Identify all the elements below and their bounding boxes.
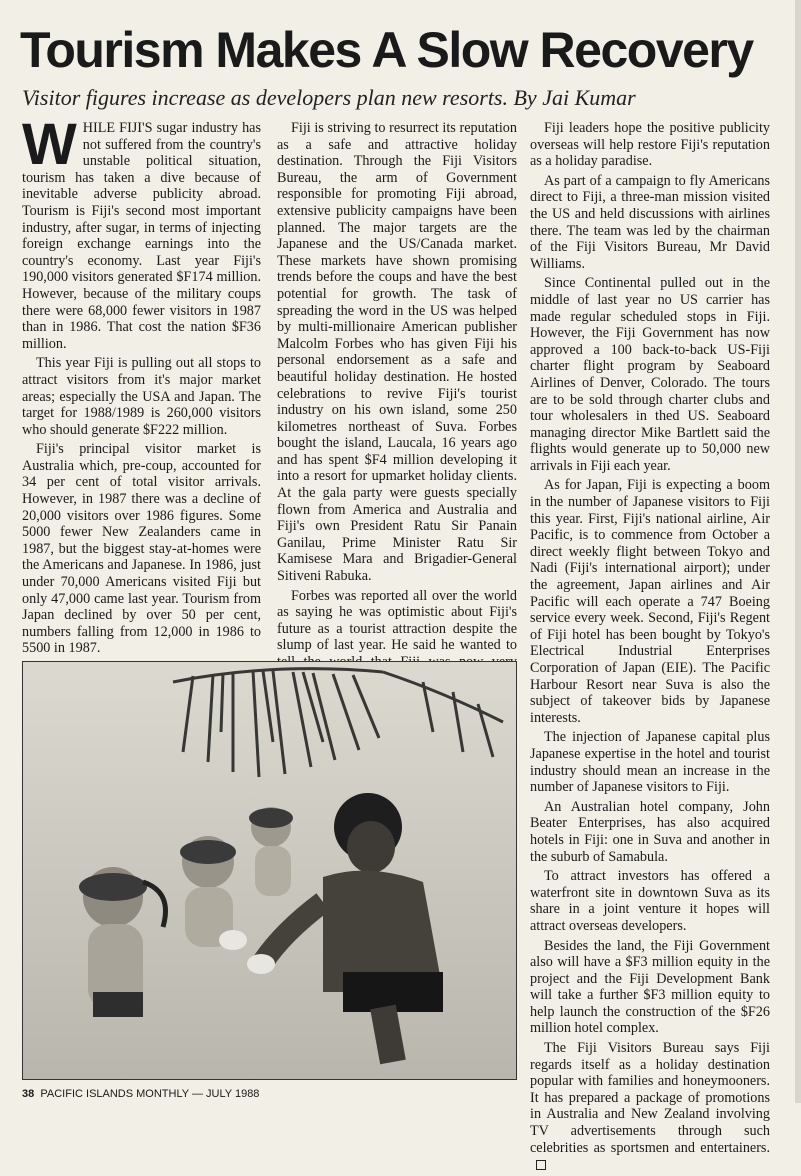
page-number: 38 (22, 1088, 35, 1100)
paragraph-13: An Australian hotel company, John Beater Enterprises, has also acquired hotels in Fiji: one in Suva and another in the suburb of Samabula. (530, 798, 770, 865)
paragraph-15: Besides the land, the Fiji Government also will have a $F3 million equity in the project and the Fiji Development Bank will take a further $F3 million equity to help launch the construction of the $F26 million hotel complex. (530, 937, 770, 1037)
article-column-2 (277, 120, 517, 740)
page-footer (22, 1088, 259, 1100)
beach-photo (22, 661, 517, 1080)
paragraph-6: Fiji is striving to resurrect its reputation as a safe and attractive holiday destination. Through the Fiji Visitors Bureau, the arm of Government responsible for promoting Fiji abroad, extensive publicity campaigns have been planned. The major targets are the Japanese and the US/Canada market. These markets have shown promising trends before the coups and have the best potential for growth. The task of spreading the word in the US was helped by multi-millionaire American publisher Malcolm Forbes who has given Fiji his personal endorsement as a safe and beautiful holiday destination. He hosted celebrations to revive Fiji's tourist industry on his own island, some 250 kilometres northeast of Suva. Forbes bought the island, Laucala, 16 years ago and has spent $F4 million developing it into a resort for upmarket holiday clients. At the gala party were guests specially flown from America and Australia and Fiji's own President Ratu Sir Panain Ganilau, Prime Minister Ratu Sir Kamisese Mara and Brigadier-General Sitiveni Rabuka. (277, 120, 517, 585)
paragraph-7: Forbes was reported all over the world as saying he was optimistic about Fiji's future as a tourist attraction despite the slump of last year. He said he wanted to (277, 587, 517, 654)
paragraph-2: This year Fiji is pulling out all stops to attract visitors from it's major market areas; especially the USA and Japan. The target for 1988/1989 is 260,000 visitors who should generate $F222 million. (22, 355, 261, 438)
beach-photo-illustration (23, 662, 516, 1079)
publication-line: PACIFIC ISLANDS MONTHLY — JULY 1988 (40, 1088, 260, 1100)
headline: Tourism Makes A Slow Recovery (20, 22, 753, 78)
paragraph-9: As part of a campaign to fly Americans direct to Fiji, a three-man mission visited the US and held discussions with airlines there. The team was led by the chairman of the Fiji Visitors Bureau, Mr David Williams. (530, 172, 770, 272)
article-column-3 (530, 120, 770, 1176)
end-mark-icon (536, 1160, 546, 1170)
page-edge (795, 0, 801, 1103)
paragraph-8: Fiji leaders hope the positive publicity overseas will help restore Fiji's reputation as a holiday paradise. (530, 120, 770, 170)
paragraph-14: To attract investors has offered a waterfront site in downtown Suva as its share in a joint venture it hopes will attract overseas developers. (530, 868, 770, 934)
drop-cap: W (22, 112, 77, 177)
paragraph-16: The Fiji Visitors Bureau says Fiji regards itself as a holiday destination popular with families and honeymooners. It has prepared a package of promotions in Australia and New Zealand involving TV advertisements through such celebrities as sportsmen and entertainers. (530, 1040, 770, 1173)
deck-byline: Visitor figures increase as developers plan new resorts. By Jai Kumar (22, 85, 636, 110)
paragraph-1: WHILE FIJI'S sugar industry has not suffered from the country's unstable political situation, tourism has taken a dive because of inevitable adverse publicity abroad. Tourism is Fiji's second most important industry, after sugar, in terms of injecting foreign exchange earnings into the country's economy. Last year Fiji's 190,000 visitors generated $F174 million. However, because of the military coups there were 68,000 fewer visitors in 1987 than in 1986. That cost the nation $F36 million. (22, 112, 261, 352)
paragraph-3: Fiji's principal visitor market is Australia which, pre-coup, accounted for 34 per cent of total visitor arrivals. However, in 1987 there was a decline of 20,000 visitors over 1986 figures. Some 5000 fewer New Zealanders came in 1987, but the biggest stay-at-homes were the Americans and Japanese. In 1986, just under 70,000 Americans visited Fiji but only 47,000 came last year. Tourism from Japan declined by over 50 per cent, numbers falling from 12,000 in 1986 to 5500 in 1987. (22, 441, 261, 657)
paragraph-10: Since Continental pulled out in the middle of last year no US carrier has made regular scheduled stops in Fiji. However, the Fiji Government has now approved a 100 back-to-back US-Fiji charter flight program by Seaboard Airlines of Denver, Colorado. The tours are to be sold through charter clubs and tour wholesalers in thed US. Seaboard managing director Mike Bartlett said the flights would generate up to 50,000 new arrivals in Fiji each year. (530, 275, 770, 474)
paragraph-11: As for Japan, Fiji is expecting a boom in the number of Japanese visitors to Fiji this year. First, Fiji's national airline, Air Pacific, is to commence from October a direct weekly flight between Tokyo and Nadi (Fiji's international airport); under the agreement, Japan airlines and Air Pacific will each operate a 747 Boeing service every week. Second, Fiji's Regent of Fiji hotel has been bought by Tokyo's Electrical Industrial Enterprises Corporation of Japan (EIE). The Pacific Harbour Resort near Suva is also the subject of takeover bids by Japanese interests. (530, 477, 770, 726)
paragraph-12: The injection of Japanese capital plus Japanese expertise in the hotel and tourist industry should mean an increase in the number of Japanese visitors to Fiji. (530, 729, 770, 796)
